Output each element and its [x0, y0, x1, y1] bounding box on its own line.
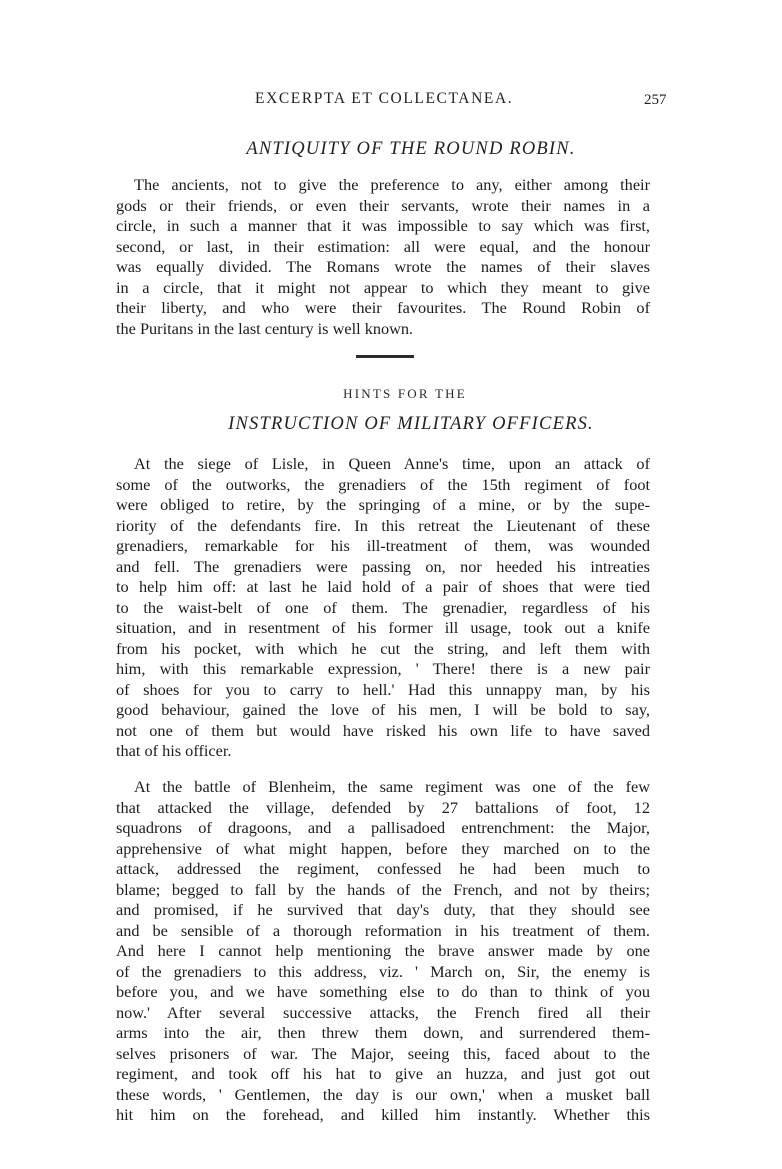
- text-line: At the siege of Lisle, in Queen Anne's time, upon an attack of: [134, 454, 650, 473]
- text-line: were obliged to retire, by the springing of a mine, or by the supe-: [116, 495, 650, 514]
- text-line: to help him off: at last he laid hold of a pair of shoes that were tied: [116, 577, 650, 596]
- text-line: to the waist-belt of one of them. The grenadier, regardless of his: [116, 597, 650, 617]
- article-1-title: ANTIQUITY OF THE ROUND ROBIN.: [246, 139, 576, 159]
- text-line: hit him on the forehead, and killed him instantly. Whether this: [116, 1105, 650, 1124]
- text-line: some of the outworks, the grenadiers of the 15th regiment of foot: [116, 474, 650, 494]
- text-line: the Puritans in the last century is well known.: [116, 318, 414, 338]
- text-line: from his pocket, with which he cut the string, and left them with: [116, 638, 650, 658]
- text-line: him, with this remarkable expression, ' There! there is a new pair: [116, 659, 650, 678]
- text-line: selves prisoners of war. The Major, seeing this, faced about to the: [116, 1043, 650, 1063]
- text-line: gods or their friends, or even their servants, wrote their names in a: [116, 195, 650, 215]
- running-head: EXCERPTA ET COLLECTANEA.: [255, 90, 514, 107]
- text-line: good behaviour, gained the love of his men, I will be bold to say,: [116, 700, 650, 719]
- article-1-body: [116, 175, 650, 339]
- text-line: The ancients, not to give the preference to any, either among their: [134, 175, 650, 194]
- text-line: regiment, and took off his hat to give an huzza, and just got out: [116, 1064, 650, 1083]
- text-line: in a circle, that it might not appear to which they meant to give: [116, 277, 650, 297]
- text-line: that of his officer.: [116, 741, 232, 760]
- page-number: 257: [644, 92, 667, 108]
- article-2-paragraph-2: [116, 777, 650, 1126]
- text-line: before you, and we have something else to do than to think of you: [116, 982, 650, 1001]
- text-line: attack, addressed the regiment, confessed he had been much to: [116, 859, 650, 878]
- text-line: and be sensible of a thorough reformation in his treatment of them.: [116, 920, 650, 940]
- text-line: circle, in such a manner that it was impossible to say which was first,: [116, 216, 650, 235]
- article-2-title: INSTRUCTION OF MILITARY OFFICERS.: [228, 414, 594, 434]
- text-line: and fell. The grenadiers were passing on, nor heeded his intreaties: [116, 556, 650, 576]
- text-line: their liberty, and who were their favourites. The Round Robin of: [116, 298, 650, 317]
- text-line: At the battle of Blenheim, the same regiment was one of the few: [134, 777, 650, 796]
- article-2-subhead: HINTS FOR THE: [343, 386, 467, 401]
- text-line: of shoes for you to carry to hell.' Had this unnappy man, by his: [116, 679, 650, 699]
- text-line: And here I cannot help mentioning the brave answer made by one: [116, 941, 650, 960]
- section-divider: [356, 355, 414, 358]
- text-line: arms into the air, then threw them down, and surrendered them-: [116, 1023, 650, 1042]
- text-line: situation, and in resentment of his former ill usage, took out a knife: [116, 618, 650, 637]
- text-line: these words, ' Gentlemen, the day is our own,' when a musket ball: [116, 1084, 650, 1104]
- text-line: now.' After several successive attacks, the French fired all their: [116, 1002, 650, 1022]
- text-line: and promised, if he survived that day's duty, that they should see: [116, 900, 650, 919]
- text-line: of the grenadiers to this address, viz. ' March on, Sir, the enemy is: [116, 961, 650, 981]
- text-line: apprehensive of what might happen, before they marched on to the: [116, 838, 650, 858]
- text-line: that attacked the village, defended by 27 battalions of foot, 12: [116, 797, 650, 817]
- text-line: was equally divided. The Romans wrote the names of their slaves: [116, 257, 650, 276]
- text-line: second, or last, in their estimation: all were equal, and the honour: [116, 236, 650, 256]
- text-line: blame; begged to fall by the hands of the French, and not by theirs;: [116, 879, 650, 899]
- text-line: squadrons of dragoons, and a pallisadoed entrenchment: the Major,: [116, 818, 650, 837]
- text-line: grenadiers, remarkable for his ill-treatment of them, was wounded: [116, 536, 650, 555]
- text-line: riority of the defendants fire. In this retreat the Lieutenant of these: [116, 515, 650, 535]
- article-2-paragraph-1: [116, 454, 650, 762]
- text-line: not one of them but would have risked his own life to have saved: [116, 720, 650, 740]
